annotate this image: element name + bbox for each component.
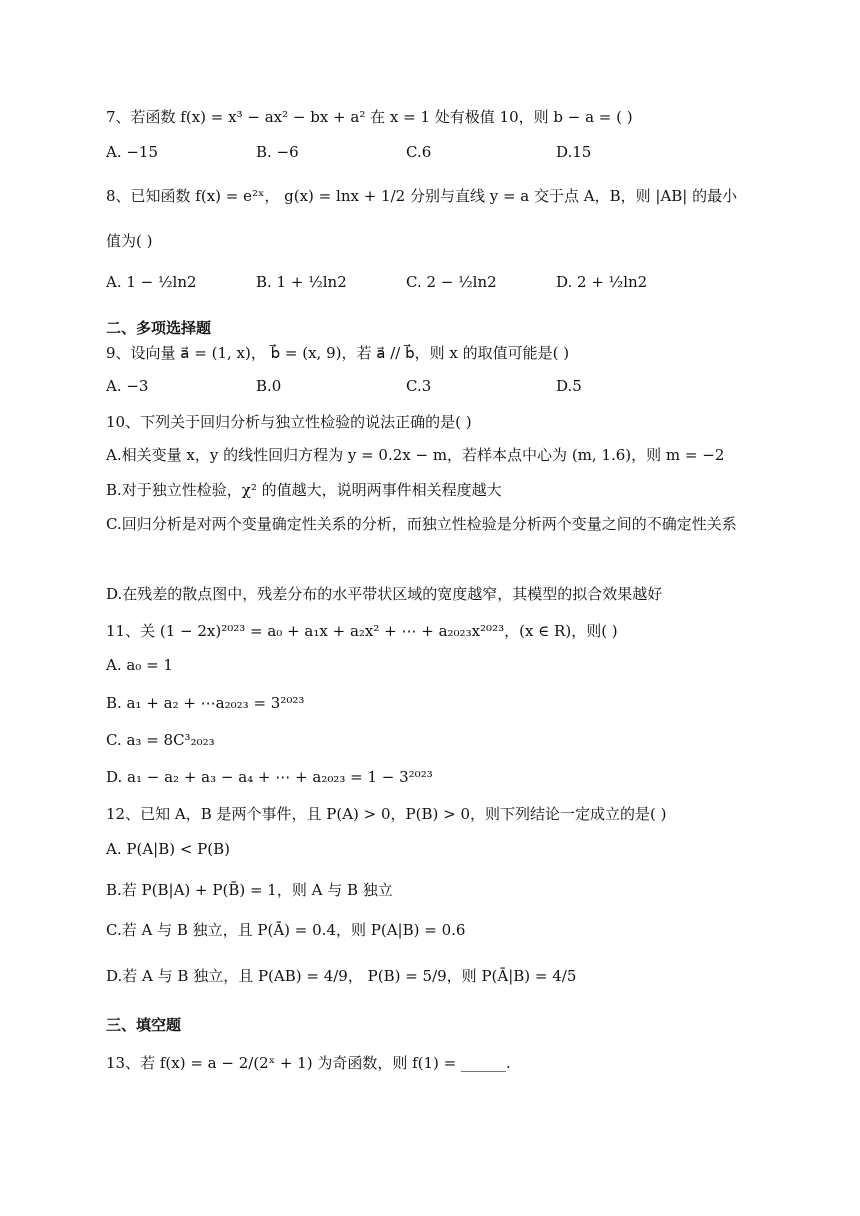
section-heading-fill-in: 三、填空题 [106, 1016, 182, 1034]
question-12-stem: 12、已知 A，B 是两个事件，且 P(A) > 0，P(B) > 0，则下列结论一定成立的是( ) [106, 805, 667, 823]
q11-option-b: B. a₁ + a₂ + ⋯a₂₀₂₃ = 3²⁰²³ [106, 694, 305, 712]
q11-option-c: C. a₃ = 8C³₂₀₂₃ [106, 731, 215, 749]
question-9-options [106, 377, 582, 395]
q9-option-a: A. −3 [106, 377, 149, 395]
question-7-options [106, 143, 591, 161]
q11-option-a: A. a₀ = 1 [106, 656, 173, 674]
q12-option-d: D.若 A 与 B 独立，且 P(AB) = 4/9， P(B) = 5/9，则 P(Ā|B) = 4/5 [106, 967, 577, 985]
q10-option-a: A.相关变量 x，y 的线性回归方程为 y = 0.2x − m，若样本点中心为 (m, 1.6)，则 m = −2 [106, 446, 725, 464]
q12-option-a: A. P(A|B) < P(B) [106, 840, 230, 858]
q8-option-d: D. 2 + ½ln2 [556, 273, 648, 291]
q9-option-b: B.0 [256, 377, 282, 395]
question-13-stem: 13、若 f(x) = a − 2/(2ˣ + 1) 为奇函数，则 f(1) = ______. [106, 1054, 511, 1072]
question-9-stem: 9、设向量 a⃗ = (1, x)， b⃗ = (x, 9)，若 a⃗ // b⃗，则 x 的取值可能是( ) [106, 344, 570, 362]
q7-option-d: D.15 [556, 143, 592, 161]
q10-option-b: B.对于独立性检验，χ² 的值越大，说明两事件相关程度越大 [106, 481, 502, 499]
q10-option-c: C.回归分析是对两个变量确定性关系的分析，而独立性检验是分析两个变量之间的不确定性关系 [106, 515, 737, 533]
q8-option-b: B. 1 + ½ln2 [256, 273, 347, 291]
q9-option-c: C.3 [406, 377, 432, 395]
q7-option-b: B. −6 [256, 143, 299, 161]
q12-option-b: B.若 P(B|A) + P(B̄) = 1，则 A 与 B 独立 [106, 881, 393, 899]
q8-option-a: A. 1 − ½ln2 [106, 273, 197, 291]
question-8-options [106, 273, 647, 291]
q11-option-d: D. a₁ − a₂ + a₃ − a₄ + ⋯ + a₂₀₂₃ = 1 − 3²⁰²³ [106, 768, 433, 786]
q7-option-a: A. −15 [106, 143, 159, 161]
q7-option-c: C.6 [406, 143, 432, 161]
section-heading-multiple-choice: 二、多项选择题 [106, 319, 212, 337]
q12-option-c: C.若 A 与 B 独立，且 P(Ā) = 0.4，则 P(A|B) = 0.6 [106, 921, 466, 939]
question-11-stem: 11、关 (1 − 2x)²⁰²³ = a₀ + a₁x + a₂x² + ⋯ + a₂₀₂₃x²⁰²³，(x ∈ R)，则( ) [106, 622, 618, 640]
question-8-stem-cont: 值为( ) [106, 232, 153, 250]
q10-option-d: D.在残差的散点图中，残差分布的水平带状区域的宽度越窄，其模型的拟合效果越好 [106, 585, 663, 603]
q8-option-c: C. 2 − ½ln2 [406, 273, 497, 291]
question-7-stem: 7、若函数 f(x) = x³ − ax² − bx + a² 在 x = 1 处有极值 10，则 b − a = ( ) [106, 108, 633, 126]
question-10-stem: 10、下列关于回归分析与独立性检验的说法正确的是( ) [106, 413, 472, 431]
question-8-stem: 8、已知函数 f(x) = e²ˣ， g(x) = lnx + 1/2 分别与直线 y = a 交于点 A，B，则 |AB| 的最小 [106, 187, 738, 205]
q9-option-d: D.5 [556, 377, 582, 395]
